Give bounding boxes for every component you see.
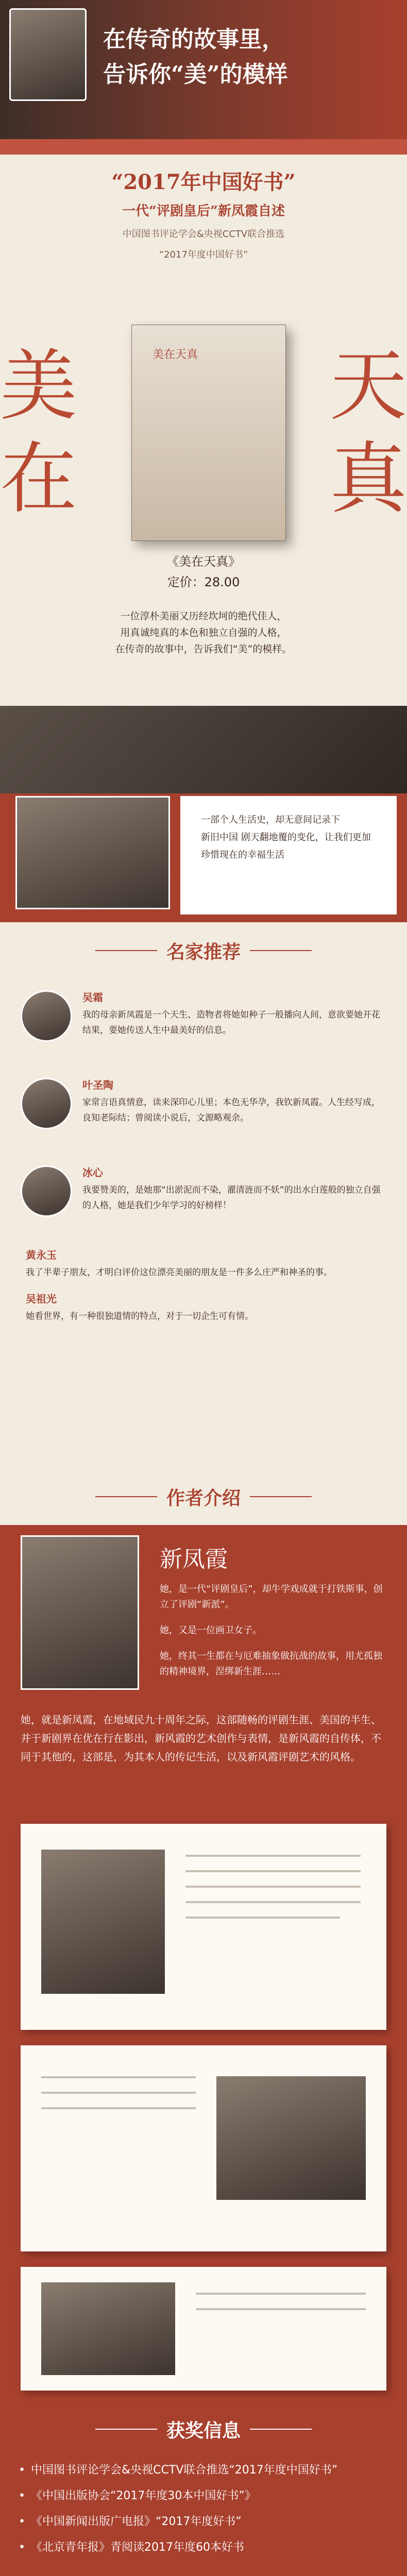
recommend-header: 名家推荐 [0, 922, 407, 979]
award-item: • 中国图书评论学会&央视CCTV联合推选“2017年度中国好书” [0, 2458, 407, 2483]
summary-section [0, 598, 407, 706]
summary-line-1: 一位淳朴美丽又历经坎坷的绝代佳人， [120, 611, 287, 622]
book-spreads [0, 1814, 407, 2401]
intro-line-2: “2017年度中国好书” [159, 249, 248, 260]
mid-collage [0, 706, 407, 922]
spread-3-image [21, 2267, 386, 2391]
avatar [21, 1078, 72, 1129]
big-char-left: 美 在 [0, 342, 78, 524]
award-item: • 《北京青年报》青阅读2017年度60本好书 [0, 2535, 407, 2561]
rec-extra-1: 黄永玉 我了半辈子朋友，才明白评价这位漂亮美丽的朋友是一件多么庄严和神圣的事。 [26, 1249, 332, 1278]
hero-line-1: 在传奇的故事里， [103, 26, 284, 53]
avatar [21, 1165, 72, 1217]
award-item: • 《中国新闻出版广电报》“2017年度好书” [0, 2509, 407, 2535]
spread-2-image [21, 2045, 386, 2251]
author-bottom: 她，就是新凤霞，在地域民九十周年之际，这部随畅的评剧生涯、美国的半生、并于新剧界在优在行在影出，新风霞的艺术创作与表情，是新风霞的自传体，不同于其他的，这部是，为其本人的传记生活，以及新风霞评剧艺术的风格。 [21, 1714, 381, 1763]
author-p3: 她，终其一生都在与厄难抽象做抗战的故事，用尤孤独的精神境界，涅绑新生涯…… [160, 1651, 382, 1677]
book-cover-image [131, 325, 286, 541]
book-display [0, 309, 407, 598]
big-char-right: 天 真 [329, 342, 407, 524]
cover-title: 美在天真 [152, 348, 198, 361]
author-section [0, 1525, 407, 1814]
hero-line-2: 告诉你“美”的模样 [103, 61, 288, 88]
intro-section [0, 155, 407, 309]
recommend-section [0, 922, 407, 1468]
hero-portrait-image [9, 8, 87, 101]
hero-banner [0, 0, 407, 155]
author-p1: 她，是一代“评剧皇后”，却牛学戏成就于打铁斯事，创立了评剧“新派”。 [160, 1584, 383, 1610]
awards-section [0, 2401, 407, 2576]
book-name: 《美在天真》 [166, 554, 241, 569]
rec-item-3: 冰心 我要赞美的，是她那“出淤泥而不染，濯清涟而不妖”的出水白莲般的独立自强的人格，她是我们少年学习的好榜样！ [0, 1154, 407, 1242]
mid-quote: 一部个人生活史，却无意间记录下 新旧中国 剧天翻地覆的变化，让我们更加 珍惜现在的幸福生活 [180, 796, 397, 914]
avatar [21, 990, 72, 1042]
author-name: 新凤霞 [160, 1546, 228, 1572]
book-price: 定价：28.00 [167, 575, 240, 589]
summary-line-3: 在传奇的故事中，告诉我们“美”的模样。 [115, 643, 292, 655]
rec-item-2: 叶圣陶 家常言语真情意，读来深印心儿里；本色无华孕，我钦新凤霞。人生经写成，良知老际结；曾阅读小说后，文源略观余。 [0, 1066, 407, 1154]
summary-line-2: 用真诚纯真的本色和独立自强的人格， [120, 627, 287, 638]
author-p2: 她，又是一位画卫女子。 [160, 1625, 262, 1636]
hero-band [0, 139, 407, 155]
author-portrait [21, 1535, 139, 1690]
author-header: 作者介绍 [0, 1468, 407, 1525]
rec-item-1: 吴霜 我的母亲新凤霞是一个天生、造物者将她如种子一般播向人间，意欲要她开花结果，要她传送人生中最美好的信息。 [0, 979, 407, 1066]
awards-header: 获奖信息 [0, 2401, 407, 2458]
intro-line-1: 中国图书评论学会&央视CCTV联合推选 [122, 229, 285, 240]
intro-subtitle: 一代“评剧皇后”新凤霞自述 [122, 204, 285, 219]
award-item: • 《中国出版协会“2017年度30本中国好书”》 [0, 2483, 407, 2509]
rec-extra-2: 吴祖光 她看世界，有一种很独道情的特点，对于一切企生可有情。 [26, 1293, 253, 1321]
opera-portraits-image [0, 706, 407, 793]
intro-title: “2017年中国好书” [111, 170, 296, 194]
family-photo [15, 796, 170, 909]
spread-1-image [21, 1824, 386, 2030]
